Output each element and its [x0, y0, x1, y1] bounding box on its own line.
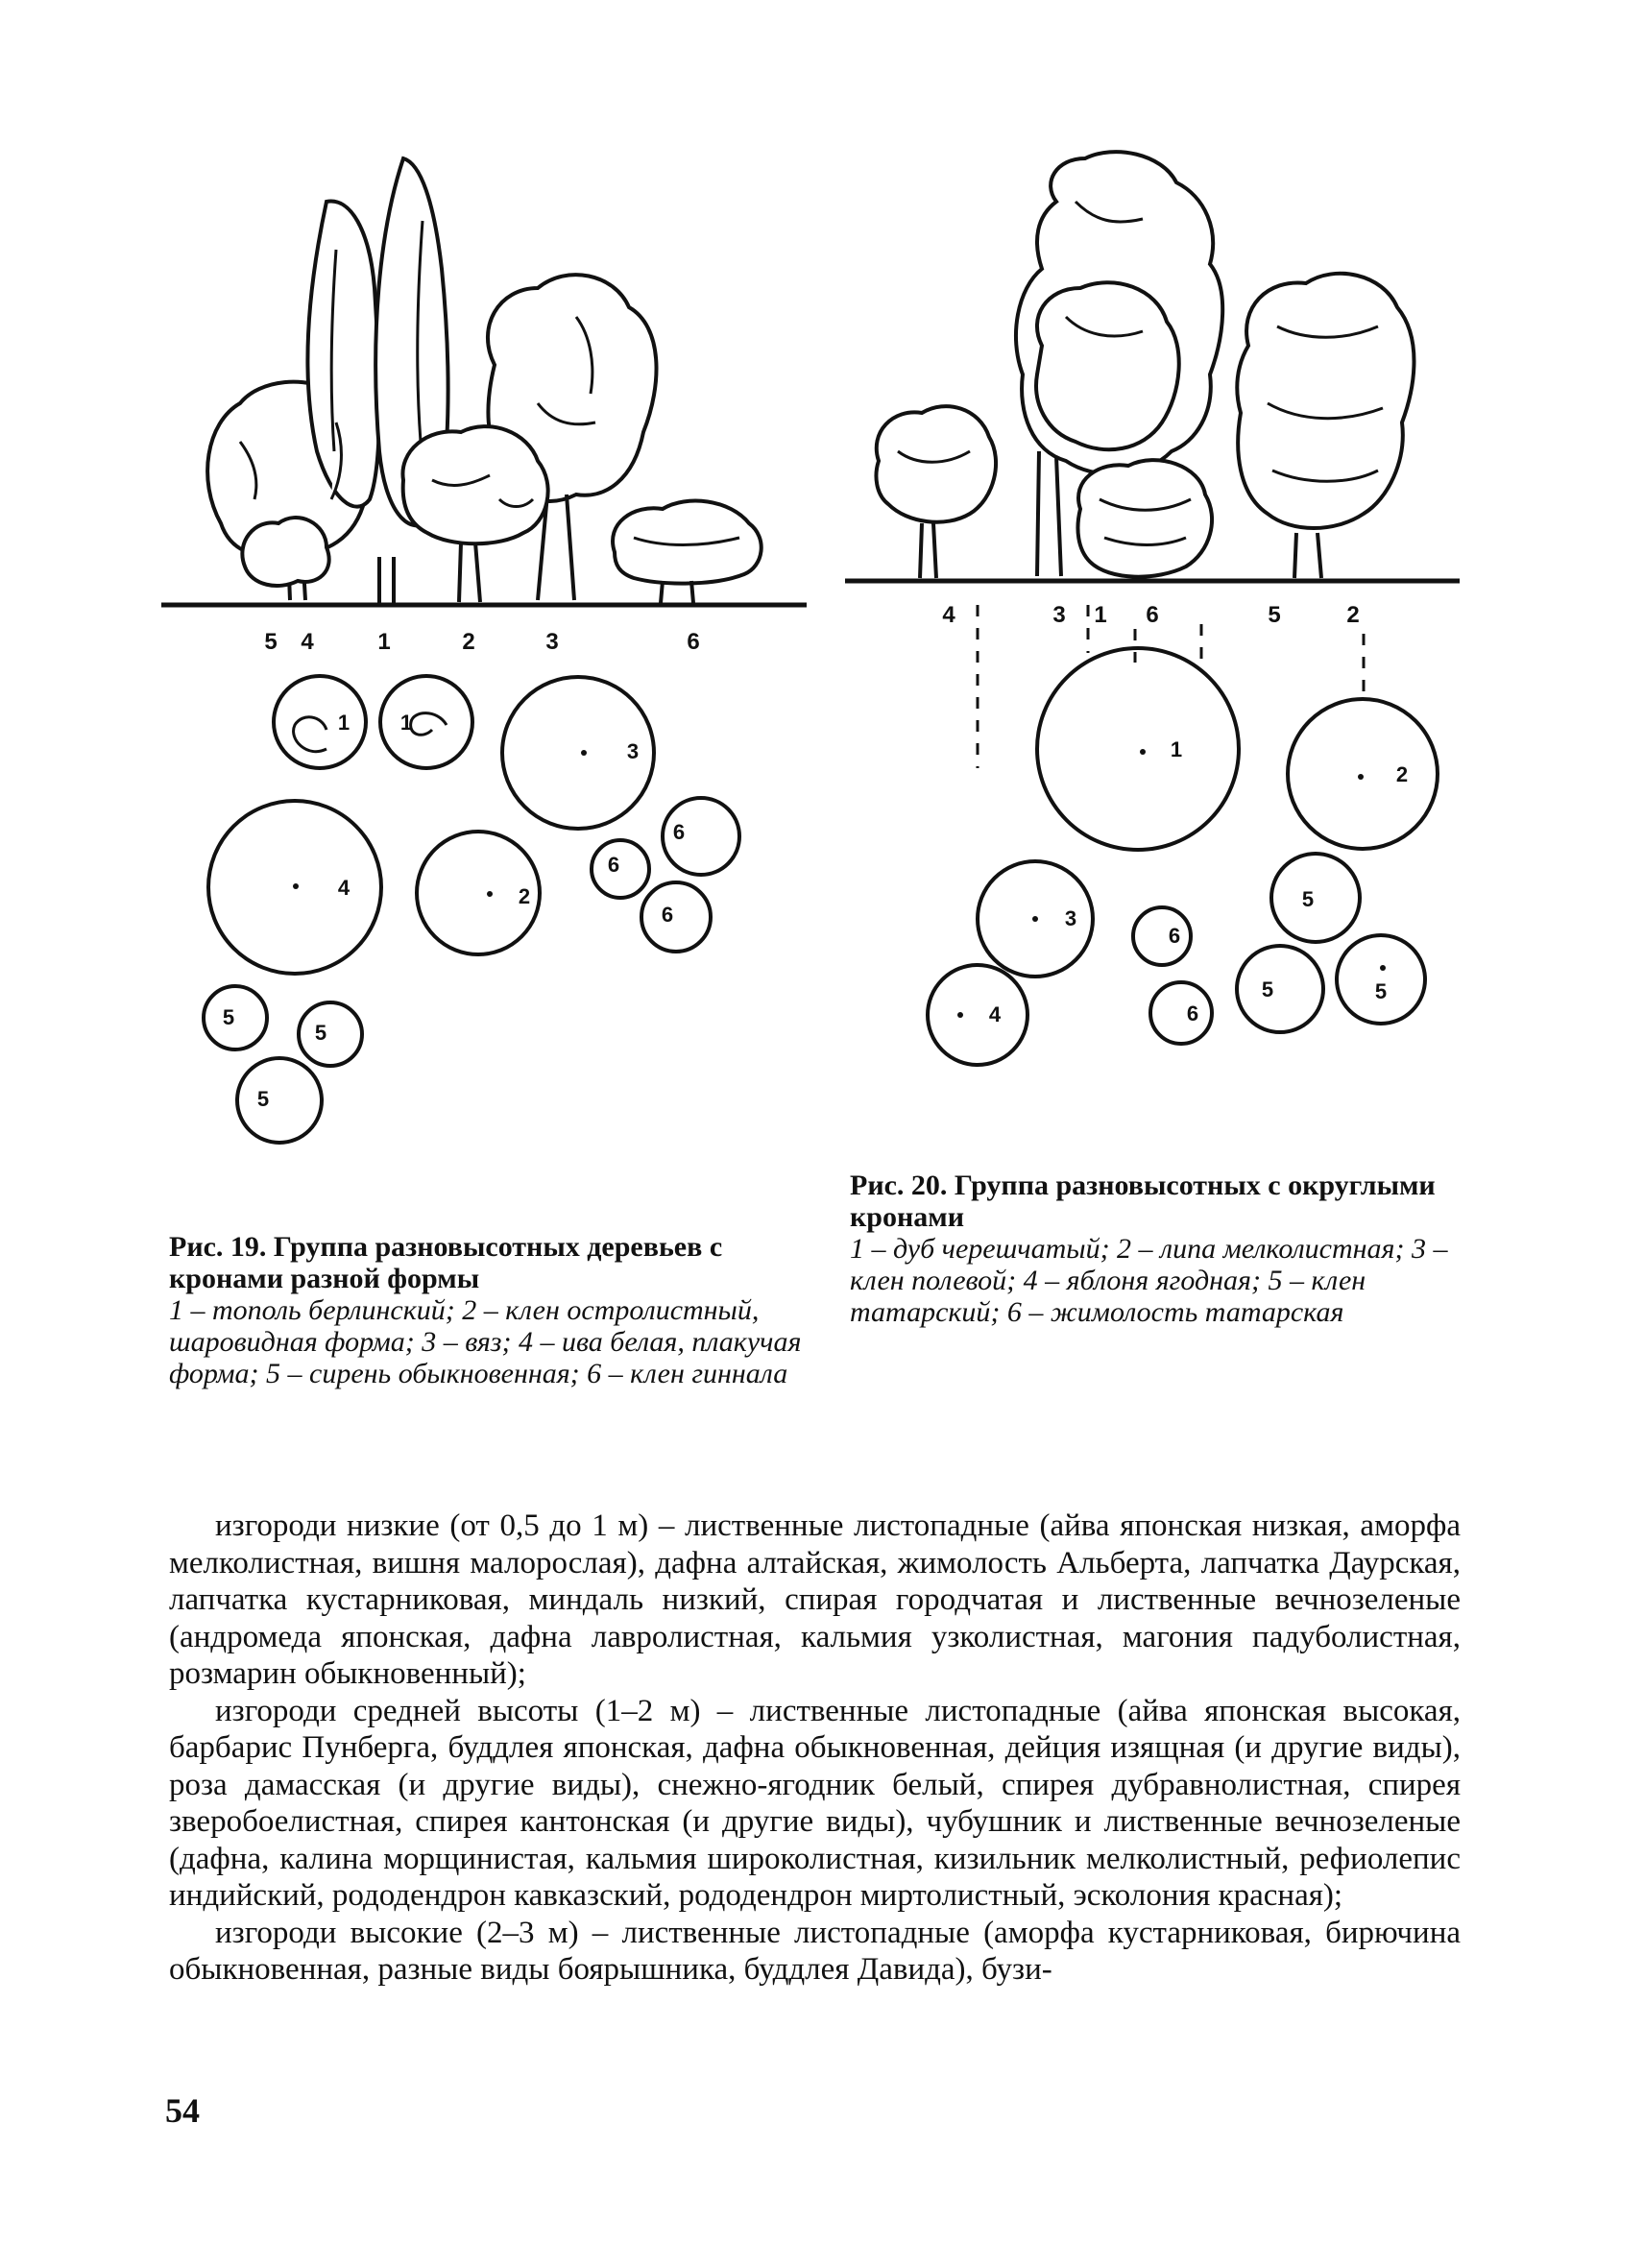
tree-5-crown [242, 518, 328, 586]
tree-label: 5 [1268, 602, 1281, 628]
plan-label: 2 [518, 884, 531, 908]
tree-label: 6 [1146, 602, 1159, 628]
plan-label: 5 [1261, 977, 1274, 1001]
plan-label: 6 [661, 903, 674, 927]
plan-label: 6 [607, 853, 620, 877]
tree-label: 1 [1094, 602, 1107, 628]
figure-20-tree-labels [942, 602, 1359, 628]
tree-label: 6 [687, 629, 700, 655]
plan-label: 1 [399, 711, 413, 735]
figure-20-caption-legend: 1 – дуб черешчатый; 2 – липа мелколистная; 3 – клен полевой; 4 – яблоня ягодная; 5 – клен татарский; 6 – жимолость татарская [850, 1233, 1448, 1328]
paragraph: изгороди средней высоты (1–2 м) – лиственные листопадные (айва японская высокая, барбарис Пунберга, буддлея японская, дафна обыкновенная, дейция изящная (и другие виды), роза дамасская (и другие виды), снежно-ягодник белый, спирея дубравнолистная, спирея зверобоелистная, спирея кантонская (и другие виды), чубушник и лиственные вечнозеленые (дафна, калина морщинистая, кальмия широколистная, кизильник мелколистный, рефиолепис индийский, рододендрон кавказский, рододендрон миртолистный, эсколония красная); [169, 1693, 1461, 1913]
plan-label: 4 [337, 876, 351, 900]
figure-20-illustration [826, 0, 1644, 1152]
plan-label: 2 [1395, 762, 1409, 786]
figure-20-caption [850, 1170, 1493, 1328]
plan-label: 6 [672, 820, 686, 844]
plan-label: 1 [1170, 737, 1183, 761]
plan-label: 5 [222, 1005, 235, 1029]
tree-2-crown [402, 426, 547, 543]
paragraph: изгороди низкие (от 0,5 до 1 м) – лиственные листопадные (айва японская низкая, аморфа мелколистная, вишня малорослая), дафна алтайская, жимолость Альберта, лапчатка Даурская, лапчатка кустарниковая, миндаль низкий, спирая городчатая и лиственные вечнозеленые (андромеда японская, дафна лавролистная, кальмия узколистная, магония падуболистная, розмарин обыкновенный); [169, 1508, 1461, 1691]
tree-1-crown-left [307, 202, 379, 507]
tree-3-crown [1036, 282, 1179, 449]
figure-19-caption-legend: 1 – тополь берлинский; 2 – клен остролистный, шаровидная форма; 3 – вяз; 4 – ива белая, плакучая форма; 5 – сирень обыкновенная; 6 – клен гиннала [169, 1294, 802, 1389]
plan-label: 6 [1186, 1001, 1199, 1025]
plan-label: 5 [256, 1087, 270, 1111]
plan-label: 5 [1301, 887, 1315, 911]
plan-label: 3 [626, 739, 640, 763]
figure-19-plan-labels [223, 711, 685, 1111]
figure-19-caption-title: Рис. 19. Группа разновысотных деревьев с кронами разной формы [169, 1231, 723, 1294]
tree-label: 2 [1346, 602, 1360, 628]
tree-label: 5 [264, 629, 278, 655]
figure-20-plan-labels [989, 737, 1408, 1026]
tree-6-crown [1077, 460, 1212, 577]
body-text [169, 1508, 1461, 1989]
plan-label: 5 [314, 1021, 327, 1045]
tree-2-crown [1237, 274, 1414, 528]
tree-4-crown [876, 406, 996, 522]
figure-20-tree-elevation [845, 152, 1460, 581]
figure-19-tree-labels [264, 629, 699, 655]
plan-label: 5 [1374, 979, 1388, 1003]
tree-label: 3 [545, 629, 559, 655]
plan-label: 6 [1168, 924, 1181, 948]
tree-label: 2 [462, 629, 475, 655]
figure-19-tree-elevation [161, 158, 807, 605]
figure-20-caption-title: Рис. 20. Группа разновысотных с округлыми кронами [850, 1170, 1436, 1233]
plan-label: 1 [337, 711, 351, 735]
figure-20-plan-circles [928, 648, 1438, 1065]
figure-19-illustration [0, 0, 826, 1152]
tree-label: 4 [301, 629, 314, 655]
page-number: 54 [165, 2091, 200, 2130]
plan-label: 4 [988, 1002, 1002, 1026]
tree-label: 4 [942, 602, 955, 628]
plan-label: 3 [1064, 906, 1077, 930]
tree-label: 3 [1052, 602, 1066, 628]
figure-19-caption [169, 1231, 803, 1389]
paragraph: изгороди высокие (2–3 м) – лиственные листопадные (аморфа кустарниковая, бирючина обыкновенная, разные виды боярышника, буддлея Давида), бузи- [169, 1915, 1461, 1987]
tree-label: 1 [377, 629, 391, 655]
figure-19-plan-circles [204, 676, 739, 1143]
